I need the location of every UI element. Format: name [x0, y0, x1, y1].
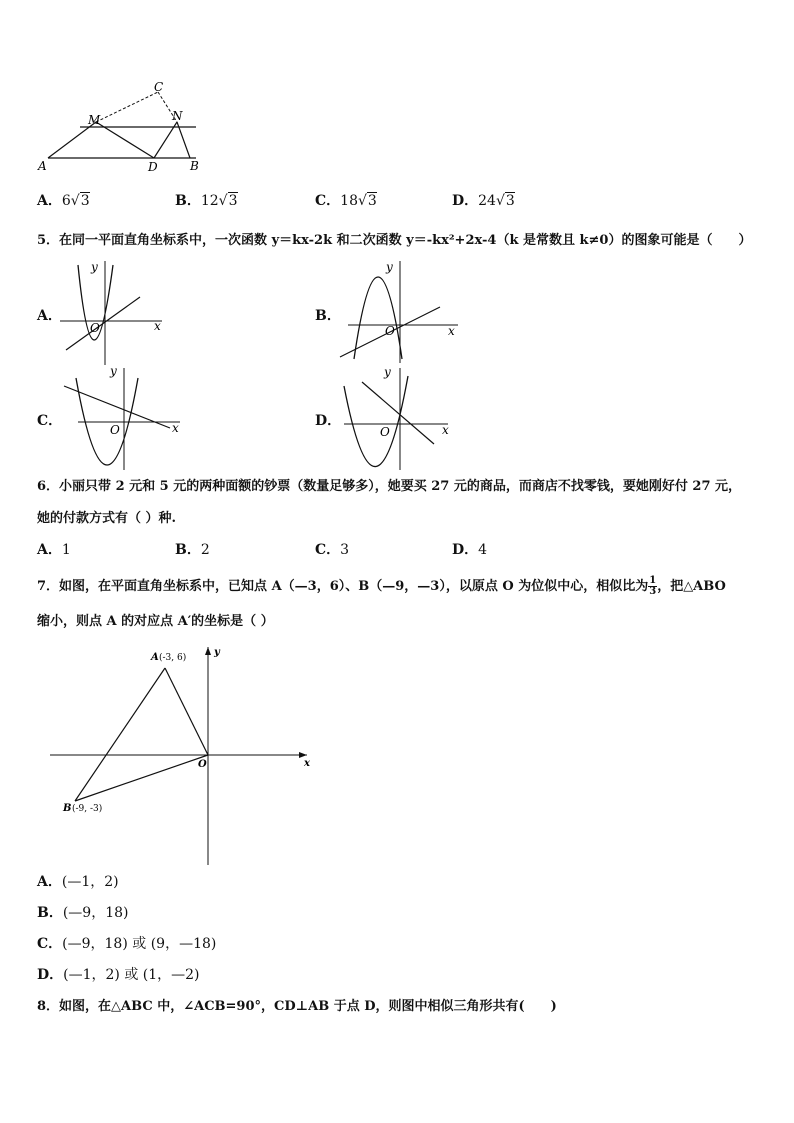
fraction-denominator: 3: [649, 586, 657, 597]
option-label: D．: [37, 967, 64, 983]
q7-figure: [45, 643, 325, 868]
q6-question-line1: 6．小丽只带 2 元和 5 元的两种面额的钞票（数量足够多），她要买 27 元的商品，而商店不找零钱，要她刚好付 27 元，: [37, 479, 742, 494]
q4-option-d[interactable]: [452, 192, 515, 210]
q5-graph-d[interactable]: [336, 362, 466, 472]
q5-graph-b[interactable]: [336, 255, 466, 365]
sqrt-icon: √3: [495, 193, 515, 209]
fraction-numerator: 1: [649, 575, 657, 586]
sqrt-icon: √3: [357, 193, 377, 209]
y-axis-label: y: [91, 260, 98, 274]
origin-label: O: [110, 423, 120, 437]
q7-question-line2: 缩小，则点 A 的对应点 A′的坐标是（ ）: [37, 614, 274, 629]
point-b-coord: (-9, -3): [72, 804, 103, 814]
option-label: C．: [315, 542, 341, 558]
option-label: C．: [315, 193, 341, 209]
q6-option-c[interactable]: [315, 541, 349, 559]
option-radicand: 3: [367, 193, 377, 209]
option-radicand: 3: [505, 193, 515, 209]
option-value: (—1，2): [61, 874, 119, 890]
option-coefficient: 12: [200, 193, 219, 209]
x-axis-label: x: [172, 421, 179, 435]
q6-option-d[interactable]: [452, 541, 487, 559]
option-value: 3: [340, 542, 350, 558]
q7-option-b[interactable]: [37, 904, 129, 922]
q5-option-a-label[interactable]: A．: [37, 308, 62, 324]
q5-option-c-label[interactable]: C．: [37, 413, 63, 429]
q7-question-line1: [37, 576, 726, 597]
q6-option-b[interactable]: [175, 541, 210, 559]
option-radicand: 3: [80, 193, 90, 209]
x-axis-label: x: [448, 324, 455, 338]
point-label-c: C: [154, 80, 164, 94]
option-label: B．: [175, 193, 201, 209]
point-label-m: M: [88, 113, 101, 127]
option-value: 4: [478, 542, 488, 558]
q4-option-b[interactable]: [175, 192, 238, 210]
q7-option-a[interactable]: [37, 873, 119, 891]
x-axis-label: x: [442, 423, 449, 437]
q6-question-line2: 她的付款方式有（ ）种.: [37, 511, 177, 526]
ratio-fraction: [648, 576, 657, 597]
y-axis-label: y: [384, 365, 391, 379]
option-label: A．: [37, 874, 62, 890]
q7-line1-end: ，把△ABO: [657, 579, 726, 594]
option-label: A．: [37, 193, 62, 209]
q6-option-a[interactable]: [37, 541, 71, 559]
option-radicand: 3: [228, 193, 238, 209]
point-label-d: D: [148, 160, 158, 174]
option-value: (—9，18): [62, 905, 129, 921]
point-b-label: B: [63, 803, 72, 814]
q5-option-b-label[interactable]: B．: [315, 308, 341, 324]
option-value: 2: [200, 542, 210, 558]
y-axis-label: y: [214, 647, 220, 658]
x-axis-label: x: [304, 758, 310, 769]
point-label-b: B: [190, 159, 199, 173]
option-label: C．: [37, 936, 63, 952]
y-axis-label: y: [110, 364, 117, 378]
origin-label: O: [385, 324, 395, 338]
option-label: D．: [452, 193, 479, 209]
q5-graph-c[interactable]: [60, 362, 190, 472]
y-axis-label: y: [386, 260, 393, 274]
q4-figure: [30, 78, 210, 178]
option-coefficient: 18: [340, 193, 358, 209]
q7-option-c[interactable]: [37, 935, 216, 953]
q4-option-c[interactable]: [315, 192, 377, 210]
option-value: 1: [61, 542, 71, 558]
option-label: A．: [37, 542, 62, 558]
point-a-label: A: [151, 652, 159, 663]
option-value: (—9，18) 或 (9，—18): [62, 936, 217, 952]
origin-label: O: [380, 425, 390, 439]
option-label: B．: [175, 542, 201, 558]
q4-option-a[interactable]: [37, 192, 90, 210]
point-a-coord: (-3, 6): [159, 653, 187, 663]
x-axis-label: x: [154, 319, 161, 333]
option-coefficient: 24: [478, 193, 496, 209]
option-value: (—1，2) 或 (1，—2): [63, 967, 200, 983]
origin-label: O: [198, 759, 207, 770]
point-label-a: A: [38, 159, 47, 173]
q5-option-d-label[interactable]: D．: [315, 413, 342, 429]
sqrt-icon: √3: [218, 193, 238, 209]
option-label: D．: [452, 542, 479, 558]
q7-option-d[interactable]: [37, 966, 200, 984]
q5-graph-a[interactable]: [60, 255, 170, 365]
option-coefficient: 6: [61, 193, 71, 209]
point-label-n: N: [172, 109, 183, 123]
origin-label: O: [90, 321, 100, 335]
q5-question-text: 5．在同一平面直角坐标系中，一次函数 y＝kx-2k 和二次函数 y＝-kx²+2x-4（k 是常数且 k≠0）的图象可能是（ ）: [37, 233, 752, 248]
sqrt-icon: √3: [70, 193, 90, 209]
option-label: B．: [37, 905, 63, 921]
q7-line1-start: 7．如图，在平面直角坐标系中，已知点 A（—3，6）、B（—9，—3），以原点 O 为位似中心，相似比为: [37, 579, 649, 594]
q8-question-text: 8．如图，在△ABC 中，∠ACB=90°，CD⊥AB 于点 D，则图中相似三角形共有( ): [37, 999, 557, 1014]
